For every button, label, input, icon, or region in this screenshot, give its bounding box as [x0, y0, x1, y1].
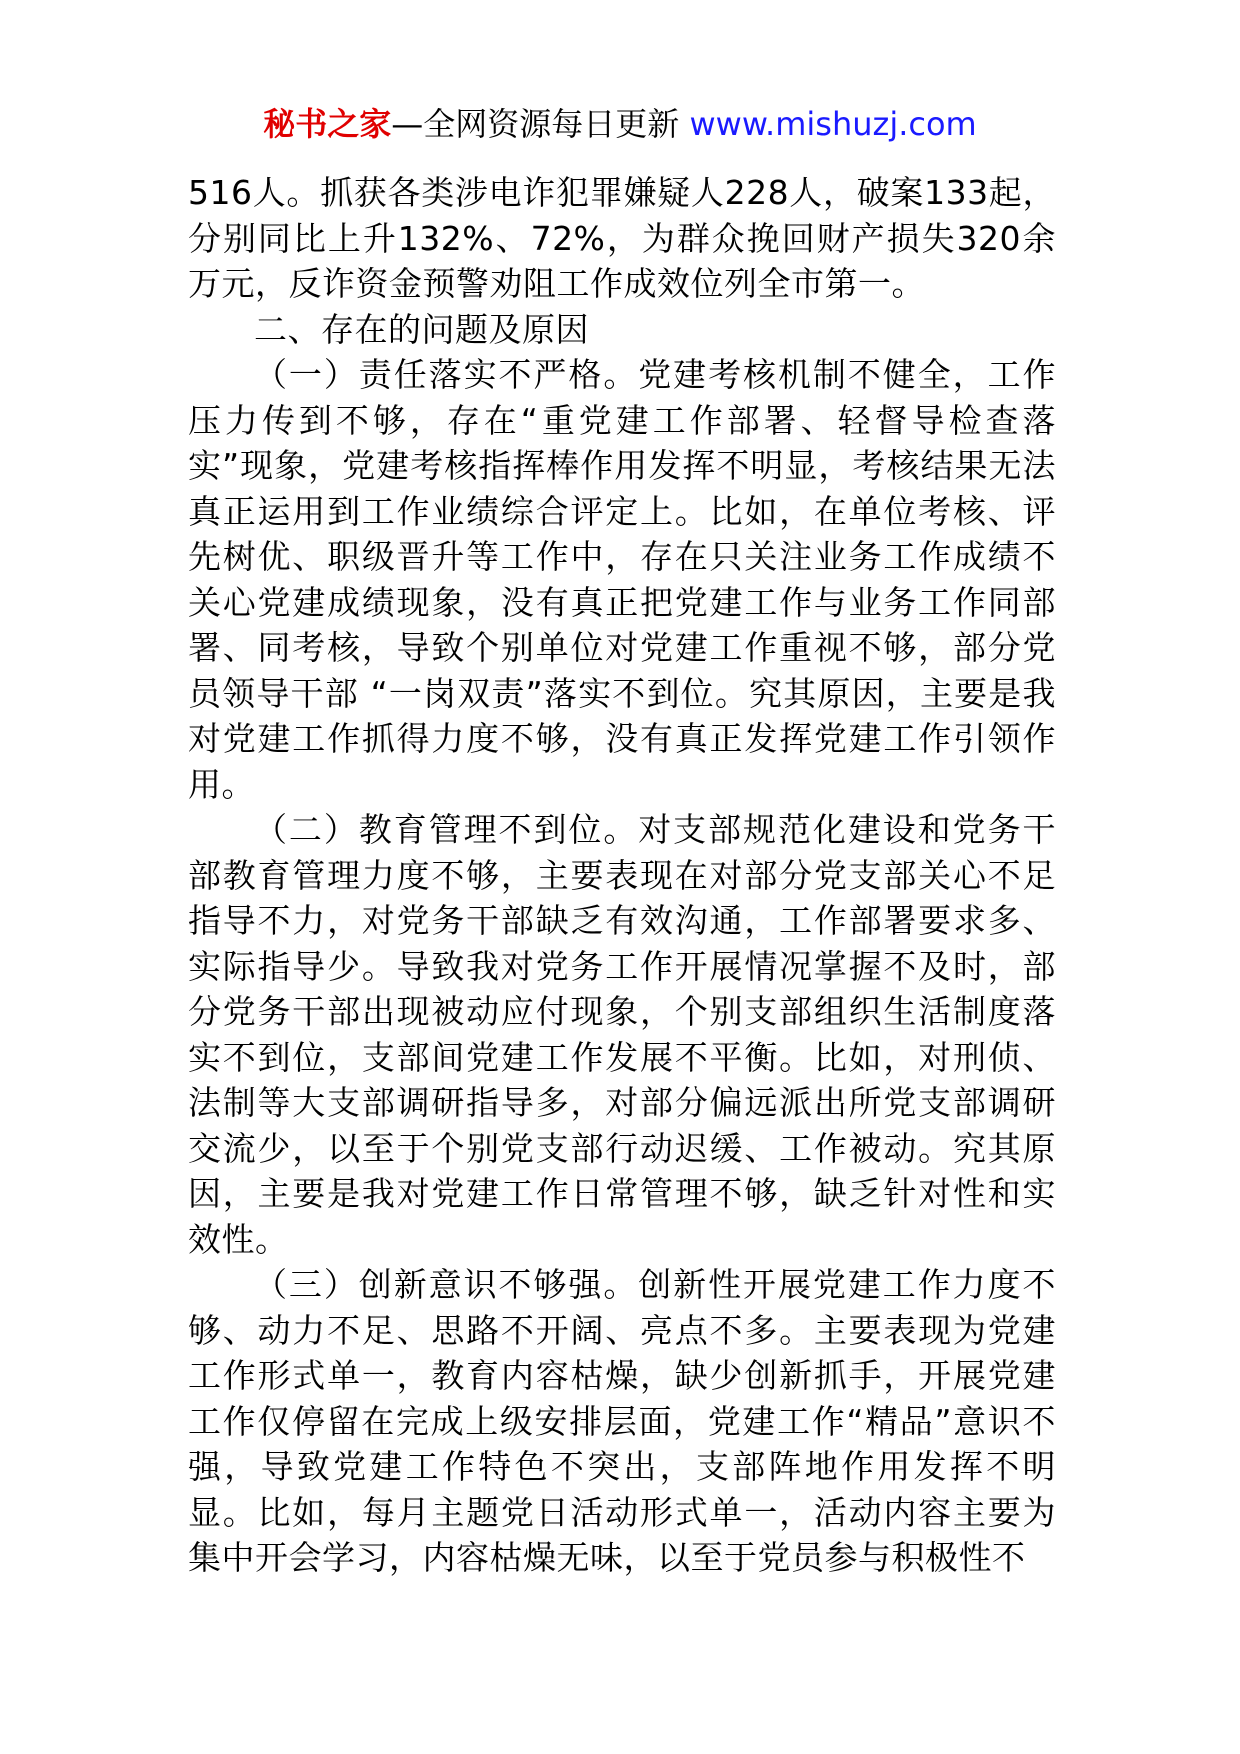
brand-name: 秘书之家	[263, 105, 392, 143]
paragraph-issue-1: （一）责任落实不严格。党建考核机制不健全，工作压力传到不够，存在“重党建工作部署、轻督导检查落实”现象，党建考核指挥棒作用发挥不明显，考核结果无法真正运用到工作业绩综合评定上。比如，在单位考核、评先树优、职级晋升等工作中，存在只关注业务工作成绩不关心党建成绩现象，没有真正把党建工作与业务工作同部署、同考核，导致个别单位对党建工作重视不够，部分党员领导干部 “一岗双责”落实不到位。究其原因，主要是我对党建工作抓得力度不够，没有真正发挥党建工作引领作用。	[188, 355, 1056, 804]
document-body	[188, 170, 1056, 1581]
site-url-link[interactable]: www.mishuzj.com	[689, 105, 977, 143]
page-header	[0, 104, 1240, 144]
section-heading: 二、存在的问题及原因	[254, 309, 589, 349]
header-tagline: —全网资源每日更新	[391, 105, 690, 143]
paragraph-issue-3: （三）创新意识不够强。创新性开展党建工作力度不够、动力不足、思路不开阔、亮点不多。主要表现为党建工作形式单一，教育内容枯燥，缺少创新抓手，开展党建工作仅停留在完成上级安排层面，党建工作“精品”意识不强，导致党建工作特色不突出，支部阵地作用发挥不明显。比如，每月主题党日活动形式单一，活动内容主要为集中开会学习，内容枯燥无味，以至于党员参与积极性不	[188, 1265, 1056, 1577]
paragraph-continuation: 516人。抓获各类涉电诈犯罪嫌疑人228人，破案133起，分别同比上升132%、72%，为群众挽回财产损失320余万元，反诈资金预警劝阻工作成效位列全市第一。	[188, 173, 1056, 303]
paragraph-issue-2: （二）教育管理不到位。对支部规范化建设和党务干部教育管理力度不够，主要表现在对部分党支部关心不足指导不力，对党务干部缺乏有效沟通，工作部署要求多、实际指导少。导致我对党务工作开展情况掌握不及时，部分党务干部出现被动应付现象，个别支部组织生活制度落实不到位，支部间党建工作发展不平衡。比如，对刑侦、法制等大支部调研指导多，对部分偏远派出所党支部调研交流少，以至于个别党支部行动迟缓、工作被动。究其原因，主要是我对党建工作日常管理不够，缺乏针对性和实效性。	[188, 810, 1056, 1259]
